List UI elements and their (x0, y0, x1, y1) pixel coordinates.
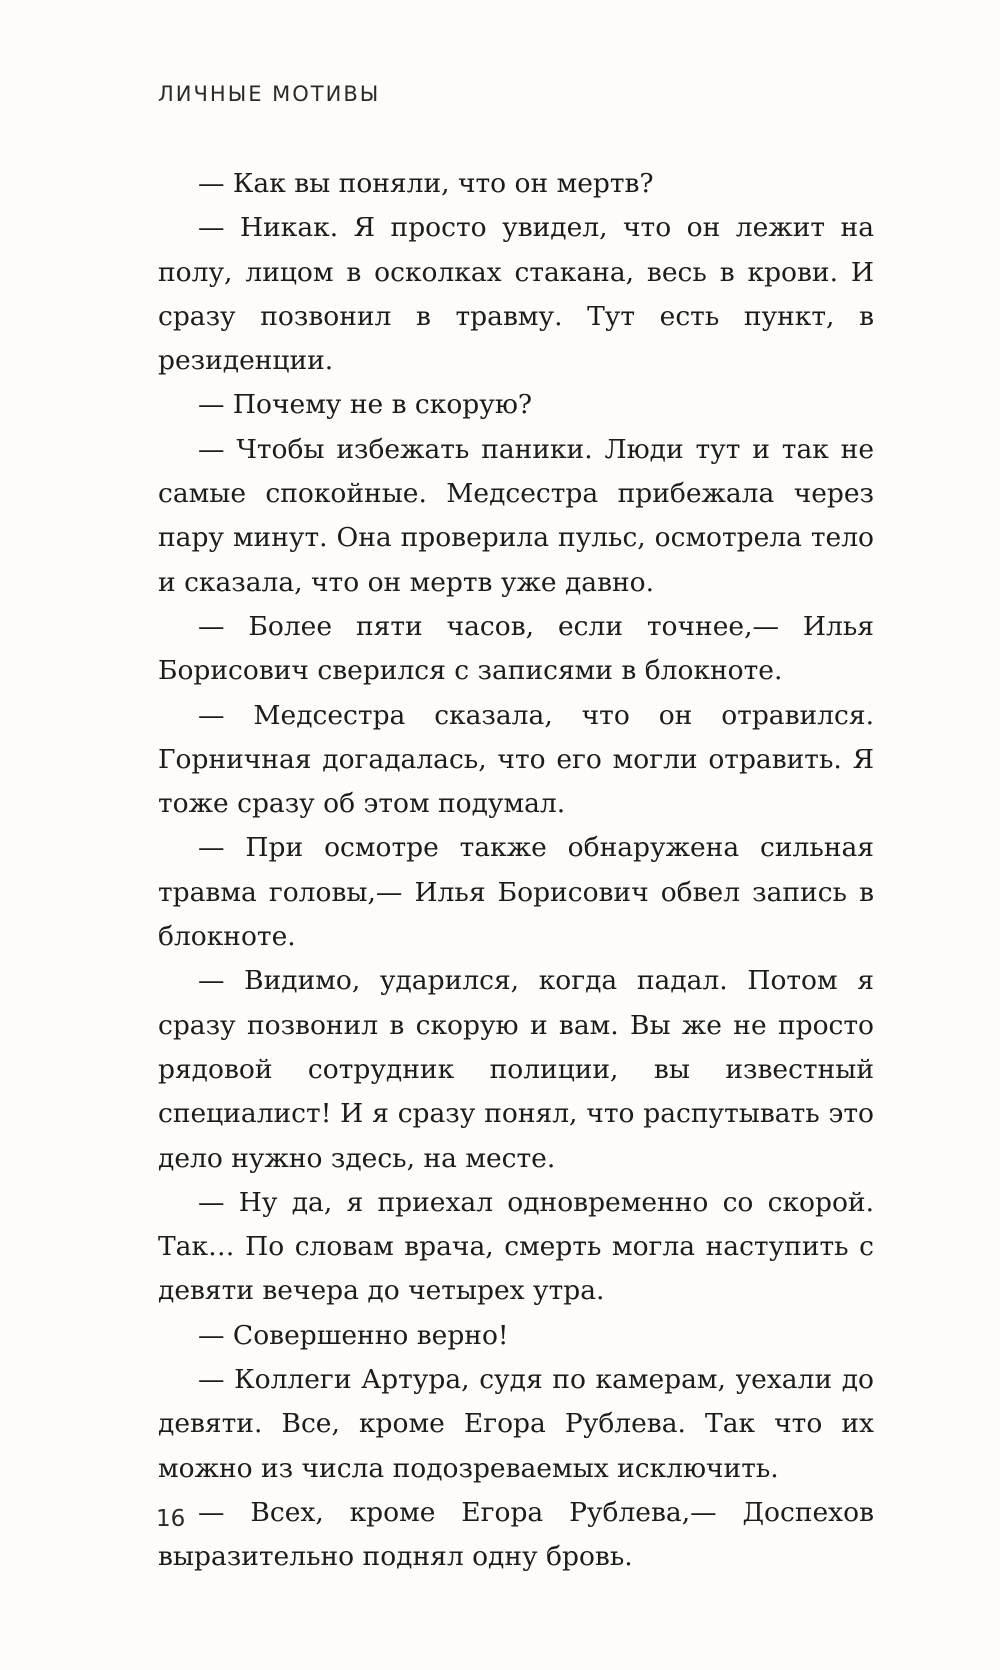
paragraph: — Видимо, ударился, когда падал. Потом я сразу позвонил в скорую и вам. Вы же не просто рядовой сотрудник полиции, вы известный специалист! И я сразу понял, что распутывать это дело нужно здесь, на месте. (158, 965, 874, 1174)
body-text (158, 162, 874, 1580)
paragraph: — Чтобы избежать паники. Люди тут и так не самые спокойные. Медсестра прибежала через пару минут. Она проверила пульс, осмотрела тело и сказала, что он мертв уже давно. (158, 433, 874, 598)
paragraph: — При осмотре также обнаружена сильная травма головы,— Илья Борисович обвел запись в блокноте. (158, 832, 874, 953)
paragraph: — Совершенно верно! (198, 1319, 509, 1351)
paragraph: — Всех, кроме Егора Рублева,— Доспехов выразительно поднял одну бровь. (158, 1496, 874, 1573)
paragraph: — Медсестра сказала, что он отравился. Горничная догадалась, что его могли отравить. Я тоже сразу об этом подумал. (158, 699, 874, 820)
page-number: 16 (156, 1506, 186, 1532)
paragraph: — Как вы поняли, что он мертв? (198, 168, 654, 199)
paragraph: — Почему не в скорую? (198, 389, 533, 421)
paragraph: — Коллеги Артура, судя по камерам, уехали до девяти. Все, кроме Егора Рублева. Так что их можно из числа подозреваемых исключить. (158, 1364, 874, 1484)
paragraph: — Более пяти часов, если точнее,— Илья Борисович сверился с записями в блокноте. (158, 610, 874, 687)
paragraph: — Ну да, я приехал одновременно со скорой. Так… По словам врача, смерть могла наступить с девяти вечера до четырех утра. (158, 1186, 874, 1307)
paragraph: — Никак. Я просто увидел, что он лежит на полу, лицом в осколках стакана, весь в крови. И сразу позвонил в травму. Тут есть пункт, в резиденции. (158, 212, 874, 377)
running-head: ЛИЧНЫЕ МОТИВЫ (158, 82, 381, 106)
